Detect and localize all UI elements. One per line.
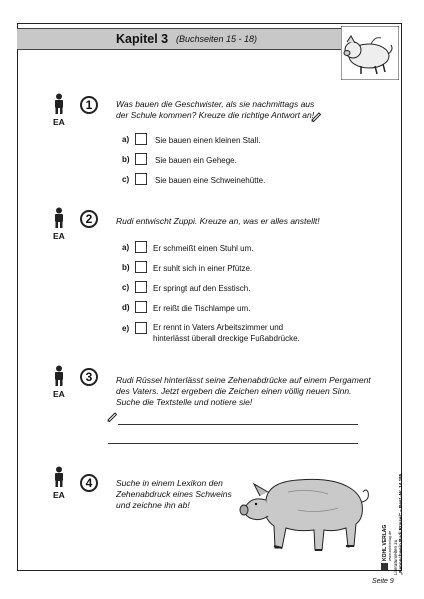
- answer-checkbox[interactable]: [135, 301, 147, 313]
- task-4-question-line-3: und zeichne ihn ab!: [116, 500, 190, 510]
- chapter-pages: (Buchseiten 15 - 18): [176, 34, 258, 44]
- ea-label: EA: [53, 490, 65, 500]
- option-letter: b): [122, 263, 130, 272]
- option-text: Er schmeißt einen Stuhl um.: [153, 244, 254, 253]
- pig-illustration: [238, 462, 374, 558]
- option-letter: d): [122, 303, 130, 312]
- option-text: Er reißt die Tischlampe um.: [153, 304, 251, 313]
- task-number-3: 3: [80, 368, 98, 386]
- answer-checkbox[interactable]: [135, 153, 147, 165]
- option-text: Er springt auf den Esstisch.: [153, 284, 251, 293]
- pencil-icon: [106, 410, 118, 422]
- publisher-name: KOHL VERLAG: [382, 524, 388, 561]
- ea-label: EA: [53, 231, 65, 241]
- task-3-question-line-3: Suche die Textstelle und notiere sie!: [116, 397, 253, 407]
- publisher-logo: [378, 515, 392, 571]
- option-text: Sie bauen ein Gehege.: [155, 156, 237, 165]
- task-number-2: 2: [80, 210, 98, 228]
- answer-checkbox[interactable]: [135, 133, 147, 145]
- pig-corner-illustration: [341, 26, 399, 80]
- publisher-url: www.kohlverlag.de: [388, 531, 392, 561]
- option-text: Sie bauen einen kleinen Stall.: [155, 136, 261, 145]
- person-icon: [52, 365, 66, 387]
- task-number-4: 4: [80, 474, 98, 492]
- ea-label: EA: [53, 117, 65, 127]
- answer-checkbox[interactable]: [135, 281, 147, 293]
- answer-checkbox[interactable]: [135, 261, 147, 273]
- ea-label: EA: [53, 389, 65, 399]
- option-letter: b): [122, 155, 130, 164]
- task-4-question-line-1: Suche in einem Lexikon den: [116, 478, 223, 488]
- pencil-icon: [310, 110, 322, 122]
- answer-checkbox[interactable]: [135, 173, 147, 185]
- answer-line[interactable]: [108, 443, 358, 444]
- answer-checkbox[interactable]: [135, 322, 147, 334]
- option-text-line-2: hinterlässt überall dreckige Fußabdrücke.: [153, 334, 300, 343]
- task-1-question-line-2: der Schule kommen? Kreuze die richtige Antwort an!: [116, 110, 315, 120]
- chapter-title: Kapitel 3: [116, 32, 169, 46]
- task-1-question-line-1: Was bauen die Geschwister, als sie nachmittags aus: [116, 99, 315, 109]
- option-letter: a): [122, 135, 130, 144]
- person-icon: [52, 466, 66, 488]
- answer-checkbox[interactable]: [135, 241, 147, 253]
- person-icon: [52, 93, 66, 115]
- option-text: Er suhlt sich in einer Pfütze.: [153, 264, 253, 273]
- task-number-1: 1: [80, 96, 98, 114]
- task-4-question-line-2: Zehenabdruck eines Schweins: [116, 489, 232, 499]
- option-letter: e): [122, 324, 130, 333]
- sidebar-line-1: Literaturseiten zu: [393, 539, 398, 575]
- answer-line[interactable]: [118, 424, 358, 425]
- option-text: Er rennt in Vaters Arbeitszimmer und: [153, 323, 284, 332]
- option-letter: c): [122, 283, 130, 292]
- option-letter: a): [122, 243, 130, 252]
- person-icon: [52, 207, 66, 229]
- task-3-question-line-2: des Vaters. Jetzt ergeben die Zeichen einen völlig neuen Sinn.: [116, 386, 352, 396]
- sidebar-line-2: „Rennschwein Rudi Rüssel" – Best.-Nr. 14 185: [398, 473, 403, 575]
- page-number: Seite 9: [372, 578, 394, 585]
- option-letter: c): [122, 175, 130, 184]
- task-3-question-line-1: Rudi Rüssel hinterlässt seine Zehenabdrücke auf einem Pergament: [116, 375, 371, 385]
- task-2-question: Rudi entwischt Zuppi. Kreuze an, was er alles anstellt!: [116, 216, 320, 226]
- sidebar-info: [393, 405, 405, 580]
- option-text: Sie bauen eine Schweinehütte.: [155, 176, 266, 185]
